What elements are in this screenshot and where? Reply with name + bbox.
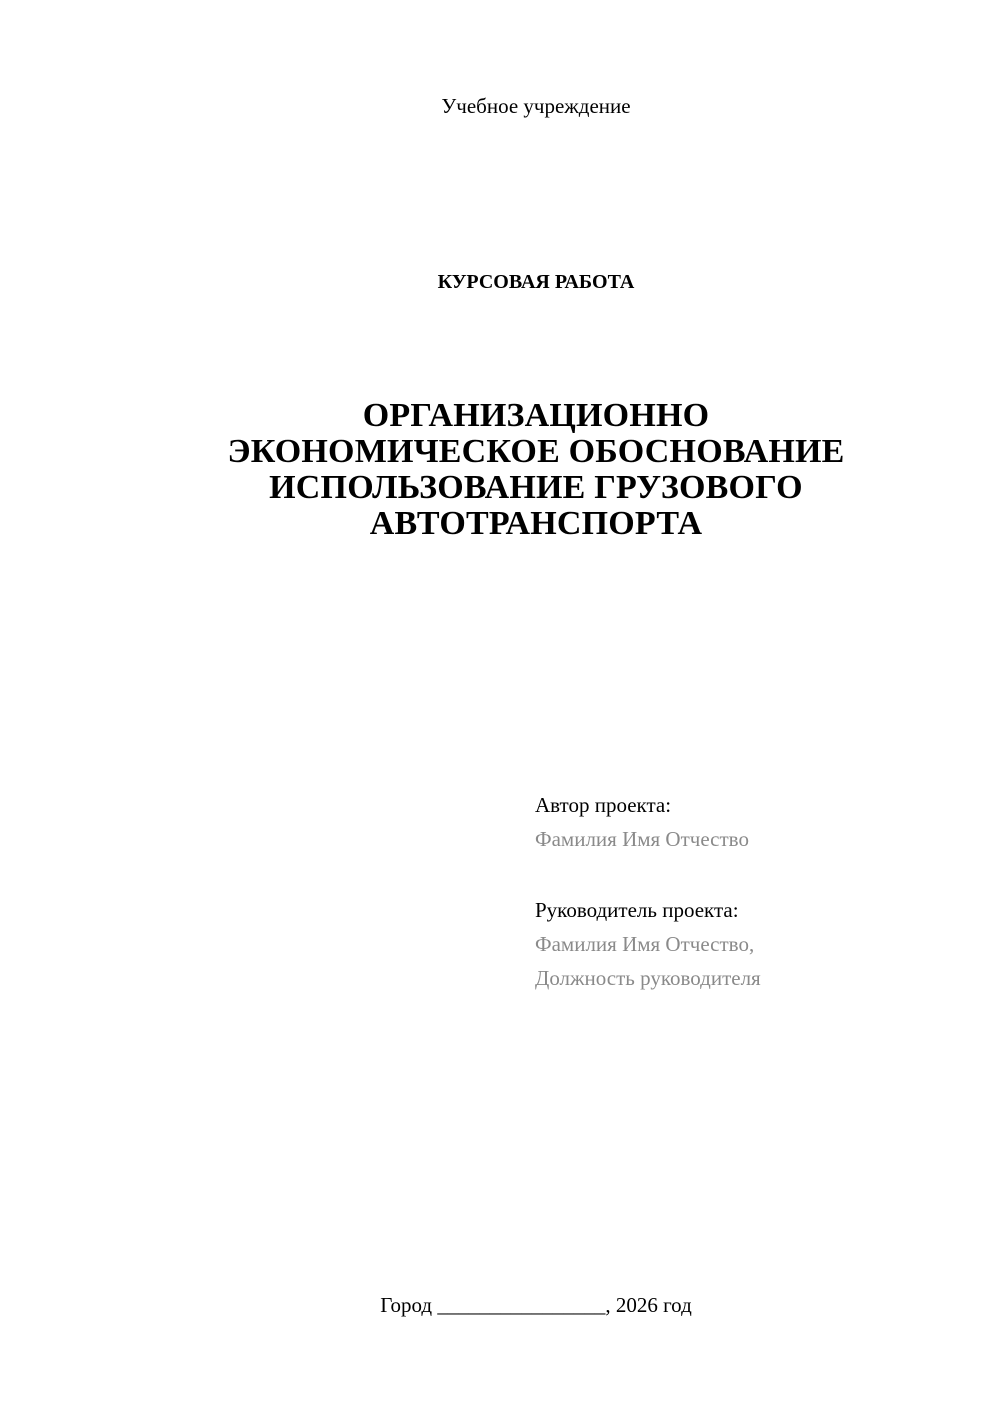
institution-name: Учебное учреждение [441,94,631,118]
supervisor-name: Фамилия Имя Отчество, [535,932,755,956]
title-line: ОРГАНИЗАЦИОННО [362,397,710,434]
document-title [0,398,1000,542]
credits-spacer [535,856,975,893]
credits-block [535,788,975,995]
city-year-line: Город ________________, 2026 год [380,1293,692,1317]
supervisor-position: Должность руководителя [535,966,761,990]
title-line: ЭКОНОМИЧЕСКОЕ ОБОСНОВАНИЕ [227,433,845,470]
title-line: АВТОТРАНСПОРТА [369,505,703,542]
author-label: Автор проекта: [535,793,672,817]
title-line: ИСПОЛЬЗОВАНИЕ ГРУЗОВОГО [269,469,803,506]
document-type: КУРСОВАЯ РАБОТА [437,271,635,293]
supervisor-label: Руководитель проекта: [535,898,739,922]
author-name: Фамилия Имя Отчество [535,827,749,851]
